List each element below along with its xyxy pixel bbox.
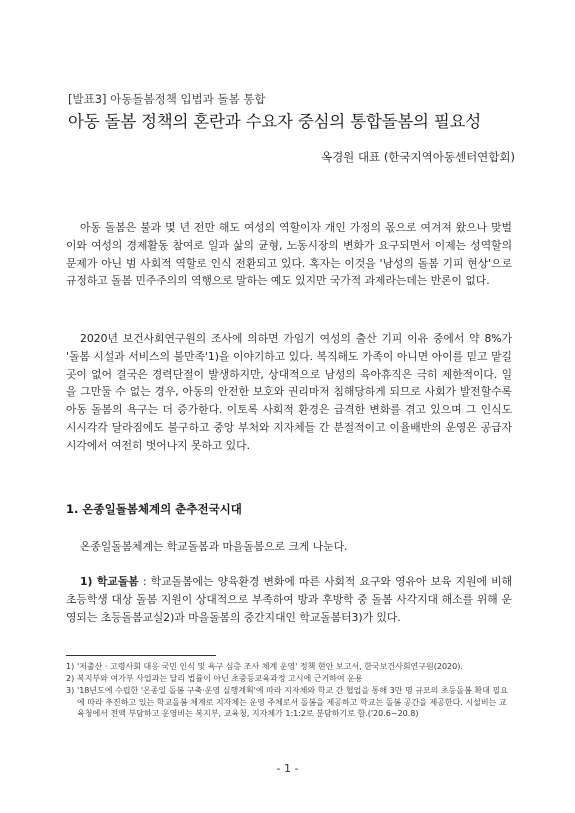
footnote-1 <box>66 661 512 673</box>
paragraph-2 <box>66 330 512 455</box>
footnote-1-text: '저출산 · 고령사회 대응 국민 인식 및 욕구 심층 조사 체계 운영' 정책 현안 보고서, 한국보건사회연구원(2020). <box>77 662 463 671</box>
paragraph-1-text: 아동 돌봄은 불과 몇 년 전만 해도 여성의 역할이자 개인 가정의 몫으로 여겨져 왔으나 맞벌이와 여성의 경제활동 참여로 일과 삶의 균형, 노동시장의 변화가 요구되면서 이제는 성역할의 문제가 아닌 범 사회적 역할로 인식 전환되고 있다. 혹자는 이것을 '남성의 돌봄 기피 현상'으로 규정하고 돌봄 민주주의의 역행으로 말하는 예도 있지만 국가적 과제라는데는 반론이 없다. <box>66 221 512 288</box>
presentation-label: [발표3] 아동돌봄정책 입법과 돌봄 통합 <box>68 92 266 106</box>
footnote-1-number: 1) <box>66 662 75 671</box>
paragraph-4 <box>66 573 512 626</box>
footnote-3 <box>66 685 512 720</box>
subsection-lead: 1) 학교돌봄 <box>80 575 139 588</box>
paragraph-4-text: : 학교돌봄에는 양육환경 변화에 따른 사회적 요구와 영유아 보육 지원에 비해 초등학생 대상 돌봄 지원이 상대적으로 부족하여 방과 후방학 중 돌봄 사각지대 해소를 위해 운영되는 초등돌봄교실2)과 마을돌봄의 중간지대인 학교돌봄터3)가 있다. <box>66 575 512 624</box>
footnote-3-text: '18년도에 수립한 '온종일 돌봄 구축·운영 실행계획'에 따라 지자체와 학교 간 협업을 통해 3만 명 규모의 초등돌봄 확대 필요에 따라 추진하고 있는 학교돌봄 체계로 지자체는 운영 주체로서 돌봄을 제공하고 학교는 돌봄 공간을 제공한다. 시설비는 교육청에서 전액 부담하고 운영비는 복지부, 교육청, 지자체가 1:1:2로 분담하기로 함.('20.6~20.8) <box>77 686 508 718</box>
paragraph-3-text: 온종일돌봄체계는 학교돌봄과 마을돌봄으로 크게 나눈다. <box>80 540 348 553</box>
paragraph-2-text: 2020년 보건사회연구원의 조사에 의하면 가임기 여성의 출산 기피 이유 중에서 약 8%가 '돌봄 시설과 서비스의 불만족'1)을 이야기하고 있다. 복직해도 가족이 아니면 아이를 믿고 맡길 곳이 없어 결국은 경력단절이 발생하지만, 상대적으로 남성의 육아휴직은 극히 제한적이다. 일을 그만둘 수 없는 경우, 아동의 안전한 보호와 권리마저 침해당하게 되므로 사회가 발전할수록 아동 돌봄의 욕구는 더 증가한다. 이토록 사회적 환경은 급격한 변화를 겪고 있으며 그 인식도 시시각각 달라짐에도 불구하고 중앙 부처와 지자체들 간 분절적이고 이율배반의 운영은 공급자 시각에서 여전히 벗어나지 못하고 있다. <box>66 332 512 452</box>
page-title: 아동 돌봄 정책의 혼란과 수요자 중심의 통합돌봄의 필요성 <box>68 112 482 131</box>
section-heading: 1. 온종일돌봄체계의 춘추전국시대 <box>66 502 242 516</box>
paragraph-3 <box>66 538 512 556</box>
author-line: 옥경원 대표 (한국지역아동센터연합회) <box>320 150 515 164</box>
footnote-3-number: 3) <box>66 686 75 695</box>
paragraph-1 <box>66 219 512 290</box>
footnote-divider <box>66 655 216 656</box>
page-number: - 1 - <box>276 762 299 775</box>
footnote-2-number: 2) <box>66 674 75 683</box>
footnote-2 <box>66 673 512 685</box>
footnote-2-text: 복지부와 여가부 사업과는 달리 법률이 아닌 초중등교육과정 고시에 근거하여 운용 <box>77 674 363 683</box>
